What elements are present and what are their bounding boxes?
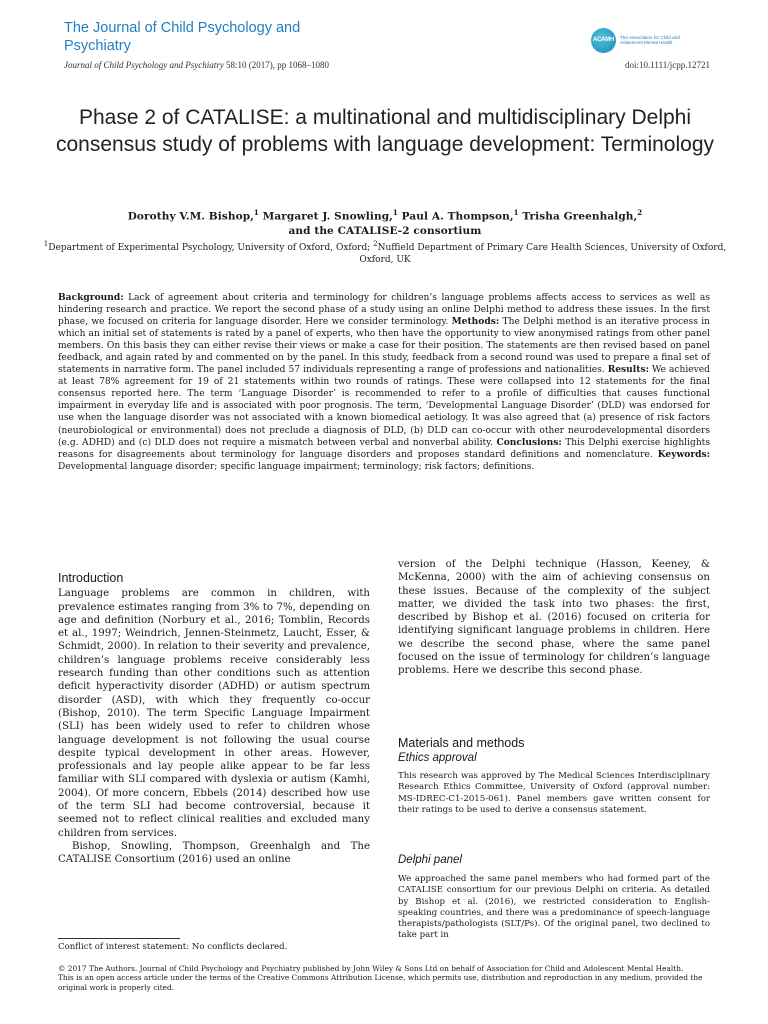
abstract-conclusions-label: Conclusions: [496, 436, 562, 448]
introduction-paragraph: Language problems are common in children, with prevalence estimates ranging from 3% to 7%, depending on age and definition (Norbury et al., 2016; Tomblin, Records et al., 1997; Weindrich, Jennen-Steinmetz, Laucht, Esser, & Schmidt, 2000). In relation to their severity and prevalence, children’s language problems receive considerably less research funding than other conditions such as attention deficit hyperactivity disorder (ADHD) or autism spectrum disorder (ASD), with which they frequently co-occur (Bishop, 2010). The term Specific Language Impairment (SLI) has been widely used to refer to children whose language development is not following the usual course despite typical development in other areas. However, professionals and lay people alike appear to be far less familiar with SLI compared with dyslexia or autism (Kamhi, 2004). Of more concern, Ebbels (2014) described how use of the term SLI had become controversial, because it seemed not to reflect clinical realities and excluded many children from services. [58, 588, 370, 839]
footnote-divider [58, 938, 180, 939]
introduction-heading: Introduction [58, 571, 124, 585]
author-consortium[interactable]: and the CATALISE-2 consortium [288, 224, 482, 237]
ethics-heading: Ethics approval [398, 752, 477, 764]
introduction-section [58, 572, 370, 867]
author-affil-mark: 1 [392, 208, 398, 217]
abstract-conclusions: This Delphi exercise highlights reasons for disagreements about terminology for language disorders and proposes standard definitions and nomenclature. [58, 437, 710, 460]
author-affil-mark: 1 [513, 208, 519, 217]
copyright-notice: © 2017 The Authors. Journal of Child Psychology and Psychiatry published by John Wiley & Sons Ltd on behalf of Association for Child and Adolescent Mental Health. [58, 964, 684, 973]
abstract-methods-label: Methods: [451, 316, 500, 328]
author-thompson[interactable]: Paul A. Thompson, [397, 210, 514, 223]
affil-mark: 1 [43, 240, 49, 248]
author-snowling[interactable]: Margaret J. Snowling, [258, 210, 393, 223]
introduction-continued: version of the Delphi technique (Hasson, Keeney, & McKenna, 2000) with the aim of achieving consensus on these issues. Because of the complexity of the subject matter, we divided the task into two phases: the first, described by Bishop et al. (2016) focused on criteria for identifying significant language problems in children. Here we describe the second phase, where the same panel focused on the issue of terminology for children’s language problems. Here we describe this second phase. [398, 559, 710, 677]
abstract-results: We achieved at least 78% agreement for 19 of 21 statements within two rounds of ratings. These were collapsed into 12 statements for the final consensus reported here. The term ‘Language Disorder’ is recommended to refer to a profile of difficulties that causes functional impairment in everyday life and is associated with poor prognosis. The term, ‘Developmental Language Disorder’ (DLD) was endorsed for use when the language disorder was not associated with a known biomedical aetiology. It was also agreed that (a) presence of risk factors (neurobiological or environmental) does not preclude a diagnosis of DLD, (b) DLD can co-occur with other neurodevelopmental disorders (e.g. ADHD) and (c) DLD does not require a mismatch between verbal and nonverbal ability. [58, 365, 710, 448]
acamh-logo-icon: ACAMH [591, 28, 616, 53]
citation-journal: Journal of Child Psychology and Psychiatry [64, 60, 224, 70]
abstract-background-label: Background: [58, 292, 124, 303]
conflict-of-interest: Conflict of interest statement: No conflicts declared. [58, 942, 288, 952]
ethics-text: This research was approved by The Medical Sciences Interdisciplinary Research Ethics Committee, University of Oxford (approval number: MS-IDREC-C1-2015-061). Panel members gave written consent for their ratings to be used to derive a consensus statement. [398, 771, 710, 815]
author-bishop[interactable]: Dorothy V.M. Bishop, [127, 210, 254, 223]
delphi-panel-text: We approached the same panel members who had formed part of the CATALISE consortium for our previous Delphi on criteria. As detailed by Bishop et al. (2016), we restricted consideration to English-speaking countries, and there was a predominance of speech-language therapists/pathologists (SLT/Ps). Of the original panel, two declined to take part in [398, 874, 710, 941]
methods-heading: Materials and methods [398, 736, 525, 750]
article-title: Phase 2 of CATALISE: a multinational and multidisciplinary Delphi consensus study of problems with language development: Terminology [56, 106, 714, 156]
affiliation-nuffield: Nuffield Department of Primary Care Health Sciences, University of Oxford, Oxford, UK [359, 243, 727, 265]
abstract-methods: The Delphi method is an iterative process in which an initial set of statements is rated by a panel of experts, who then have the opportunity to view anonymised ratings from other panel members. On this basis they can either revise their views or make a case for their position. The statements are then revised based on panel feedback, and again rated by and commented on by the panel. In this study, feedback from a second round was used to prepare a final set of statements in narrative form. The panel included 57 individuals representing a range of professions and nationalities. [58, 317, 710, 376]
abstract-results-label: Results: [607, 364, 649, 376]
page-footer [58, 964, 712, 992]
affiliations [40, 238, 730, 266]
article-citation [64, 60, 329, 70]
abstract-keywords-label: Keywords: [657, 448, 710, 460]
author-affil-mark: 2 [637, 208, 643, 217]
acamh-logo-text: The Association for Child and Adolescent Mental Health [620, 34, 680, 45]
abstract-keywords: Developmental language disorder; specific language impairment; terminology; risk factors; definitions. [58, 461, 535, 472]
author-list [40, 206, 730, 238]
citation-volume-pages: 58:10 (2017), pp 1068–1080 [223, 60, 329, 70]
acamh-logo[interactable] [591, 28, 711, 52]
article-doi[interactable]: doi:10.1111/jcpp.12721 [625, 60, 710, 70]
author-affil-mark: 1 [253, 208, 259, 217]
delphi-panel-heading: Delphi panel [398, 854, 462, 866]
journal-name: The Journal of Child Psychology and Psychiatry [64, 20, 301, 54]
abstract [58, 292, 710, 473]
introduction-paragraph: Bishop, Snowling, Thompson, Greenhalgh and The CATALISE Consortium (2016) used an online [58, 840, 370, 866]
affiliation-oxford-psychology: Department of Experimental Psychology, University of Oxford, Oxford; [48, 243, 374, 253]
license-notice: This is an open access article under the terms of the Creative Commons Attribution License, which permits use, distribution and reproduction in any medium, provided the original work is properly cited. [58, 973, 703, 992]
abstract-background: Lack of agreement about criteria and terminology for children’s language problems affects access to services as well as hindering research and practice. We report the second phase of a study using an online Delphi method to address these issues. In the first phase, we focused on criteria for language disorder. Here we consider terminology. [58, 293, 710, 328]
author-greenhalgh[interactable]: Trisha Greenhalgh, [518, 210, 638, 223]
affil-mark: 2 [373, 240, 378, 248]
